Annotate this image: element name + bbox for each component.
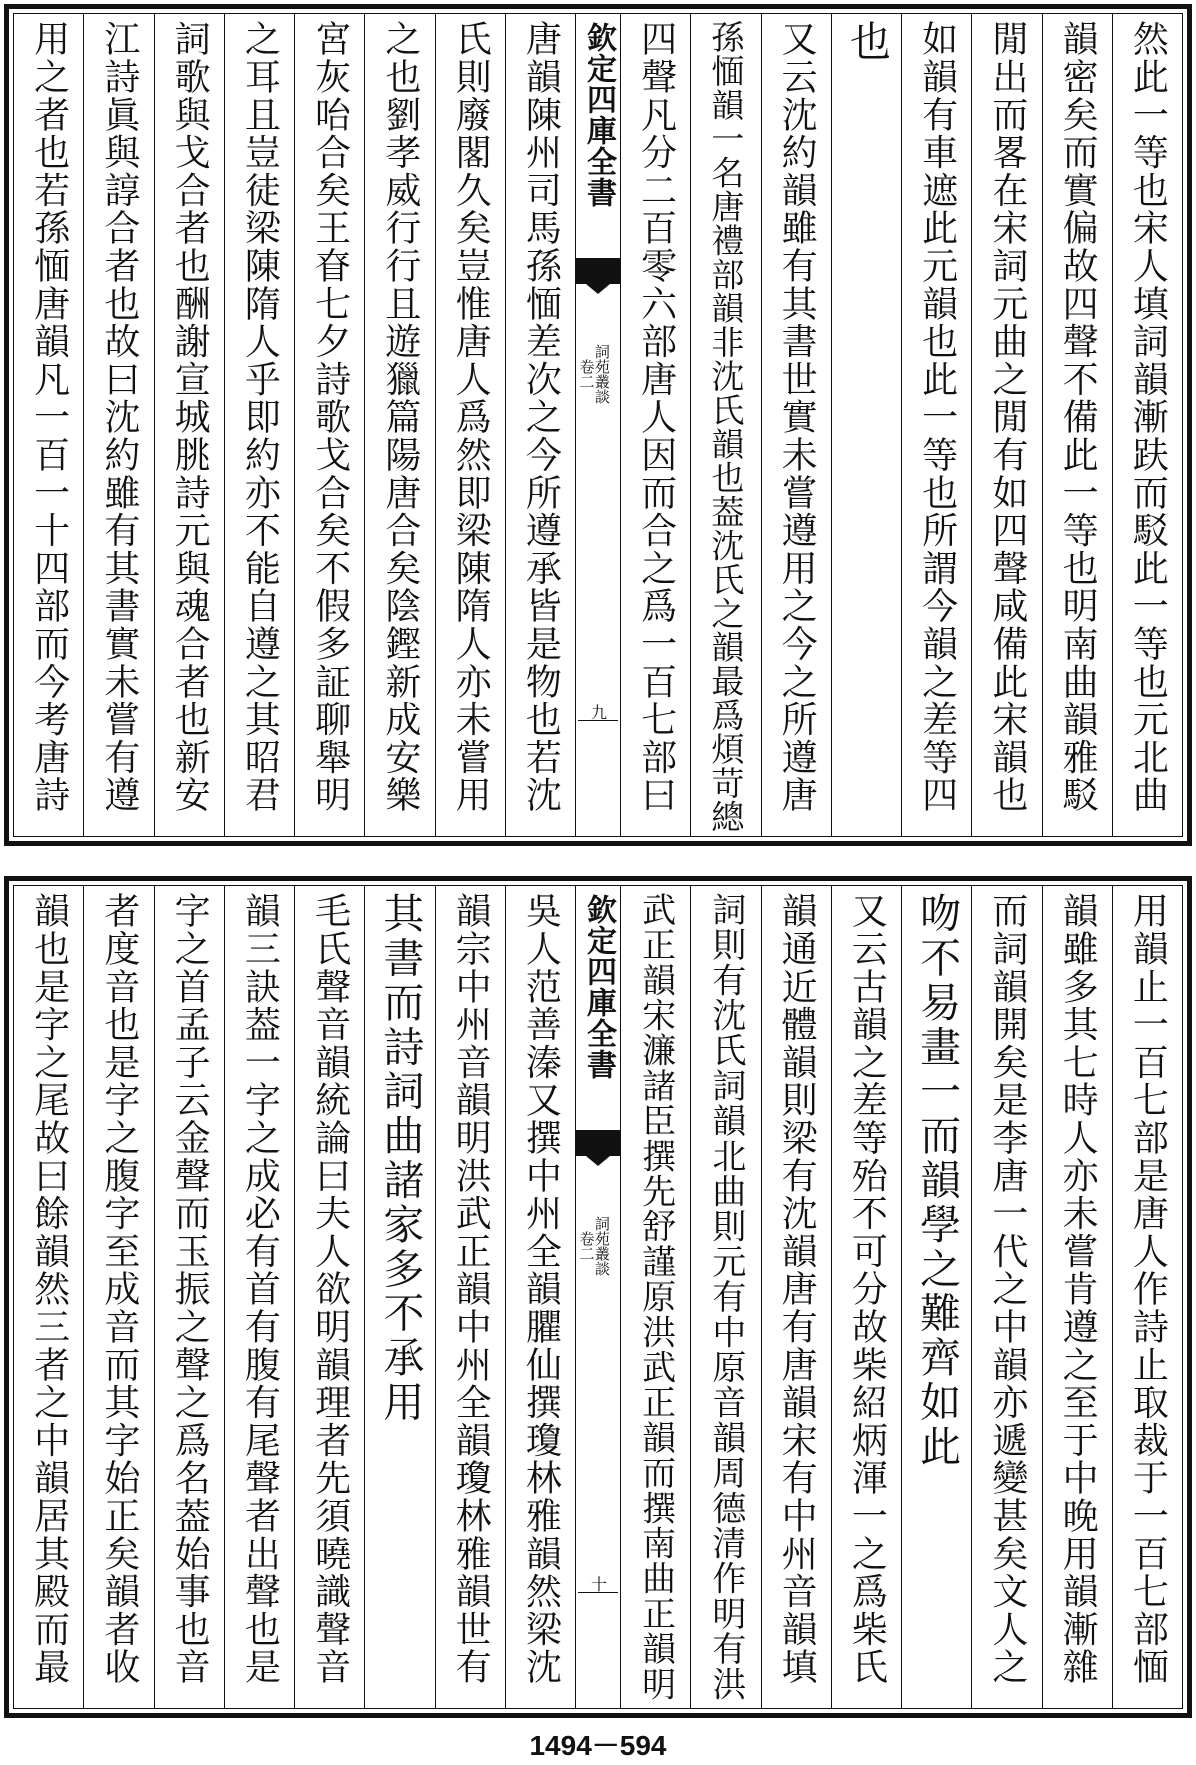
text-column: 其書而詩詞曲諸家多不承用 <box>364 886 434 1708</box>
page-bottom-frame <box>13 885 1183 1709</box>
fish-tail-mark <box>576 1130 620 1156</box>
spine-rule <box>578 720 618 721</box>
text-column: 詞則有沈氏詞韻北曲則元有中原音韻周德清作明有洪 <box>690 886 760 1708</box>
catalog-number: 1494－594 <box>529 1730 667 1761</box>
text-column: 韻雖多其七時人亦未嘗肯遵之至于中晚用韻漸雜 <box>1042 886 1112 1708</box>
text-column: 四聲凡分二百零六部唐人因而合之爲一百七部曰 <box>620 14 690 836</box>
text-column: 字之首孟子云金聲而玉振之聲之爲名葢始事也音 <box>154 886 224 1708</box>
text-column: 又云沈約韻雖有其書世實未嘗遵用之今之所遵唐 <box>761 14 831 836</box>
text-column: 韻宗中州音韻明洪武正韻中州全韻瓊林雅韻世有 <box>435 886 505 1708</box>
text-column: 也 <box>831 14 901 836</box>
text-column: 吻不易畫一而韻學之難齊如此 <box>901 886 971 1708</box>
text-column: 唐韻陳州司馬孫愐差次之今所遵承皆是物也若沈 <box>505 14 575 836</box>
spine-header: 欽定四庫全書 <box>581 894 616 1080</box>
spine-book-title: 詞苑叢談 <box>592 1216 611 1276</box>
text-column: 用之者也若孫愐唐韻凡一百一十四部而今考唐詩 <box>28 20 70 814</box>
spine-page-number: 九 <box>588 704 608 720</box>
text-column: 者度音也是字之腹字至成音而其字始正矣韻者收 <box>83 886 153 1708</box>
spine-volume: 卷二 <box>577 1231 596 1261</box>
text-column: 之也劉孝威行行且遊獵篇陽唐合矣陰鏗新成安樂 <box>364 14 434 836</box>
text-column: 韻三訣葢一字之成必有首有腹有尾聲者出聲也是 <box>224 886 294 1708</box>
fish-tail-mark <box>576 258 620 284</box>
spine-page-number: 十 <box>588 1576 608 1592</box>
text-column: 韻通近體韻則梁有沈韻唐有唐韻宋有中州音韻填 <box>761 886 831 1708</box>
spine-volume: 卷二 <box>577 359 596 389</box>
text-column: 而詞韻開矣是李唐一代之中韻亦遞變甚矣文人之 <box>971 886 1041 1708</box>
spine-book-title: 詞苑叢談 <box>592 344 611 404</box>
text-column: 韻也是字之尾故曰餘韻然三者之中韻居其殿而最 <box>28 892 70 1686</box>
text-column: 又云古韻之差等殆不可分故柴紹炳渾一之爲柴氏 <box>831 886 901 1708</box>
page-spine <box>575 886 620 1708</box>
text-column: 詞歌與戈合者也酬謝宣城朓詩元與魂合者也新安 <box>154 14 224 836</box>
page-top <box>4 4 1192 846</box>
text-column: 氏則廢閣久矣豈惟唐人爲然即梁陳隋人亦未嘗用 <box>435 14 505 836</box>
page-top-frame <box>13 13 1183 837</box>
text-column: 如韻有車遮此元韻也此一等也所謂今韻之差等四 <box>901 14 971 836</box>
text-column: 江詩眞與諄合者也故曰沈約雖有其書實未嘗有遵 <box>83 14 153 836</box>
page-bottom <box>4 876 1192 1718</box>
text-column: 武正韻宋濂諸臣撰先舒謹原洪武正韻而撰南曲正韻明 <box>620 886 690 1708</box>
text-column: 閒出而畧在宋詞元曲之閒有如四聲咸備此宋韻也 <box>971 14 1041 836</box>
text-column: 用韻止一百七部是唐人作詩止取裁于一百七部愐 <box>1112 886 1182 1708</box>
text-column: 之耳且豈徒梁陳隋人乎即約亦不能自遵之其昭君 <box>224 14 294 836</box>
spine-rule <box>578 1592 618 1593</box>
text-column: 韻密矣而實偏故四聲不備此一等也明南曲韻雅駁 <box>1042 14 1112 836</box>
page-spine <box>575 14 620 836</box>
text-column: 宮灰咍合矣王眘七夕詩歌戈合矣不假多証聊舉明 <box>294 14 364 836</box>
text-column: 孫愐韻一名唐禮部韻非沈氏韻也葢沈氏之韻最爲煩苛總 <box>690 14 760 836</box>
text-column: 然此一等也宋人填詞韻漸趺而駁此一等也元北曲 <box>1112 14 1182 836</box>
text-column: 吳人范善溱又撰中州全韻臞仙撰瓊林雅韻然梁沈 <box>505 886 575 1708</box>
text-column: 毛氏聲音韻統論曰夫人欲明韻理者先須曉識聲音 <box>294 886 364 1708</box>
spine-header: 欽定四庫全書 <box>581 22 616 208</box>
